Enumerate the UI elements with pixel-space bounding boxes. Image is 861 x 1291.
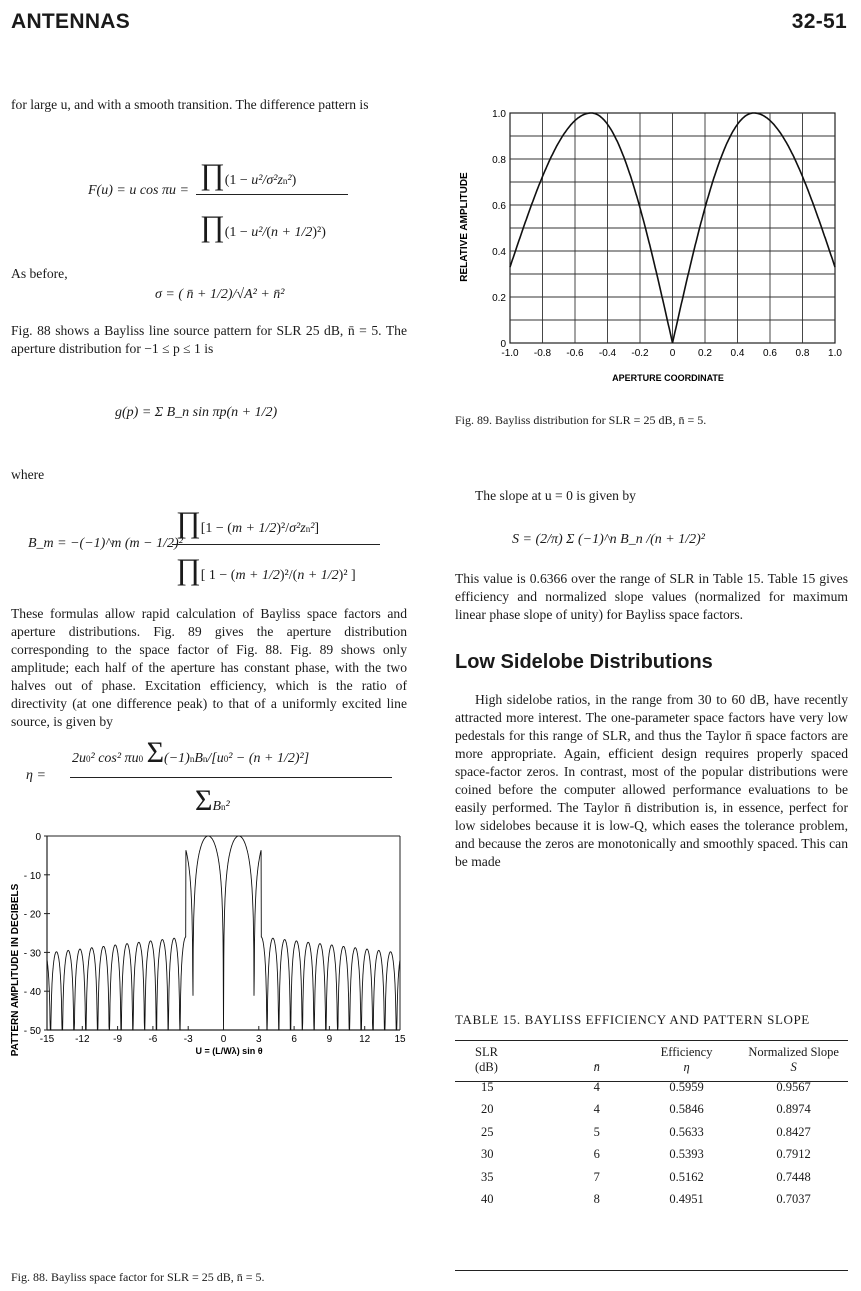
fig88-xtick-label: 3 [256, 1034, 262, 1045]
fig88-ytick-label: - 50 [23, 1026, 41, 1037]
fig89-xtick-label: -1.0 [501, 348, 519, 359]
equation-sigma: σ = ( n̄ + 1/2)/√A² + n̄² [155, 287, 285, 302]
table15-header-rule [455, 1081, 848, 1082]
table-cell: 0.5633 [669, 1124, 704, 1139]
fig88-ytick-label: - 30 [23, 948, 41, 960]
th-slr-unit: (dB) [475, 1060, 498, 1074]
equation-fu-fraction-bar [196, 194, 348, 195]
running-header-section: ANTENNAS [11, 10, 131, 33]
table-cell: 0.4951 [669, 1192, 704, 1207]
table-row [455, 1099, 848, 1122]
fig88-pattern-curve [47, 836, 400, 1030]
fig89-xtick-label: 0 [669, 348, 676, 359]
equation-fu-lhs: F(u) = u cos πu = [88, 183, 189, 198]
left-paragraph-4: where [11, 467, 45, 482]
fig88-xtick-label: -12 [75, 1034, 90, 1045]
left-paragraph-2: As before, [11, 266, 68, 281]
equation-bm-fraction-bar [172, 544, 380, 545]
section-title: Low Sidelobe Distributions [455, 651, 713, 673]
table-cell: 7 [593, 1169, 600, 1184]
table-cell: 0.5959 [669, 1079, 704, 1094]
fig88-ytick-label: - 20 [23, 909, 41, 921]
th-eta: η [683, 1060, 690, 1074]
table-cell: 20 [481, 1102, 494, 1117]
table-cell: 0.5393 [669, 1147, 704, 1162]
table-cell: 40 [481, 1192, 494, 1207]
fig89-xtick-label: 1.0 [828, 348, 842, 359]
table-cell: 0.7037 [776, 1192, 811, 1207]
fig89-ytick-label: 0.6 [492, 201, 506, 212]
page-number: 32-51 [791, 10, 847, 33]
fig89-xtick-label: 0.2 [698, 348, 712, 359]
fig88-ytick-label: 0 [35, 832, 41, 843]
table15-header-row [455, 1044, 848, 1076]
fig88-xtick-label: 9 [326, 1034, 333, 1045]
left-paragraph-1: for large u, and with a smooth transition. The difference pattern is [11, 97, 369, 112]
fig89-xtick-label: -0.2 [631, 348, 649, 359]
table-cell: 0.5162 [669, 1169, 704, 1184]
fig89-xtick-label: -0.8 [533, 348, 552, 359]
fig89-xtick-label: 0.8 [795, 348, 810, 359]
fig88-xtick-label: 12 [359, 1034, 371, 1045]
fig89-ytick-label: 0 [500, 339, 506, 350]
fig88-caption: Fig. 88. Bayliss space factor for SLR = 25 dB, n̄ = 5. [11, 1270, 265, 1284]
equation-bm-denominator: ∏[ 1 − (m + 1/2)²/(n + 1/2)² ] [176, 553, 356, 586]
equation-eta-denominator: ΣBn² [195, 784, 230, 817]
table-row [455, 1166, 848, 1189]
fig89-caption: Fig. 89. Bayliss distribution for SLR = 25 dB, n̄ = 5. [455, 413, 707, 427]
fig89-xlabel: APERTURE COORDINATE [612, 373, 724, 383]
left-paragraph-5: These formulas allow rapid calculation of Bayliss space factors and aperture distributions. Fig. 89 gives the aperture distribution corresponding to the space factor of Fig. 88. Fig. 89 shows only amplitude; each half of the aperture has constant phase, with the two halves out of phase. Excitation efficiency, which is the ratio of directivity (at one difference peak) to that of a uniformly excited line source, is given by [11, 606, 407, 729]
table-cell: 30 [481, 1147, 494, 1162]
table-cell: 0.9567 [776, 1079, 811, 1094]
table-cell: 4 [593, 1079, 600, 1094]
fig89-ylabel: RELATIVE AMPLITUDE [459, 172, 470, 282]
fig88-xtick-label: -15 [39, 1034, 55, 1045]
table-cell: 0.7448 [776, 1169, 811, 1184]
fig89-ytick-label: 1.0 [492, 109, 506, 120]
fig89-xtick-label: 0.6 [763, 348, 777, 359]
fig88-ytick-label: - 10 [23, 870, 41, 882]
table-cell: 0.5846 [669, 1102, 704, 1117]
th-slr: SLR [475, 1045, 498, 1059]
fig89-xtick-label: -0.4 [598, 348, 617, 359]
equation-fu-denominator: ∏(1 − u²/(n + 1/2)²) [200, 210, 326, 243]
right-paragraph-1: The slope at u = 0 is given by [475, 488, 636, 503]
table15 [455, 1044, 848, 1211]
fig89-xtick-label: -0.6 [566, 348, 584, 359]
right-paragraph-2: This value is 0.6366 over the range of SLR in Table 15. Table 15 gives efficiency and normalized slope values (normalized for maximum linear phase slope of unity) for Bayliss space factors. [455, 571, 848, 622]
table-cell: 4 [593, 1102, 600, 1117]
fig88-xlabel: U = (L/Wλ) sin θ [195, 1046, 263, 1056]
right-paragraph-3: High sidelobe ratios, in the range from 30 to 60 dB, have recently attracted more interest. The one-parameter space factors have very low pedestals for this range of SLR, and thus the Taylor n̄ space factors are more appropriate. Again, efficient design requires properly spaced space-factor zeros. In contrast, most of the popular distributions were coined before the computer allowed performance evaluations to be easily performed. The Taylor n̄ distribution is, in essence, perfect for low sidelobes because it is low-Q, which eases the tolerance problem, and because the zeros are monotonically and smoothly spaced. This can be made [455, 692, 848, 869]
fig88-ylabel: PATTERN AMPLITUDE IN DECIBELS [10, 883, 21, 1057]
left-paragraph-3: Fig. 88 shows a Bayliss line source pattern for SLR 25 dB, n̄ = 5. The aperture distribution for −1 ≤ p ≤ 1 is [11, 323, 407, 356]
equation-fu-numerator: ∏(1 − u²/σ²zn²) [200, 158, 297, 191]
fig88-xtick-label: -6 [148, 1034, 158, 1045]
table-row [455, 1189, 848, 1212]
equation-slope: S = (2/π) Σ (−1)^n B_n /(n + 1/2)² [512, 532, 705, 547]
fig89-xtick-label: 0.4 [730, 348, 745, 359]
equation-eta-lhs: η = [26, 768, 46, 783]
table-cell: 6 [593, 1147, 600, 1162]
th-efficiency: Efficiency [660, 1045, 713, 1059]
fig88-xtick-label: 6 [291, 1034, 297, 1045]
table-cell: 5 [593, 1124, 600, 1139]
th-slope: Normalized Slope [748, 1045, 839, 1059]
table-cell: 25 [481, 1124, 494, 1139]
table-row [455, 1144, 848, 1167]
table-row [455, 1076, 848, 1099]
table15-title: TABLE 15. BAYLISS EFFICIENCY AND PATTERN SLOPE [455, 1012, 810, 1027]
equation-bm-lhs: B_m = −(−1)^m (m − 1/2)² [28, 536, 183, 551]
fig89-ytick-label: 0.2 [492, 293, 506, 304]
table-cell: 0.7912 [776, 1147, 811, 1162]
equation-bm-numerator: ∏[1 − (m + 1/2)²/σ²zn²] [176, 506, 320, 539]
figure-89-bayliss-distribution [455, 105, 855, 390]
th-nbar: n̄ [593, 1060, 600, 1074]
table-cell: 15 [481, 1079, 494, 1094]
table-cell: 0.8974 [776, 1102, 811, 1117]
equation-gp: g(p) = Σ B_n sin πp(n + 1/2) [115, 405, 278, 420]
fig88-xtick-label: 15 [394, 1034, 406, 1045]
fig88-xtick-label: 0 [220, 1034, 227, 1045]
table15-top-rule [455, 1040, 848, 1041]
fig88-xtick-label: -9 [113, 1034, 123, 1045]
table-cell: 35 [481, 1169, 494, 1184]
th-s: S [790, 1060, 797, 1074]
equation-eta-fraction-bar [70, 777, 392, 778]
fig89-ytick-label: 0.8 [492, 155, 506, 166]
fig88-ytick-label: - 40 [23, 987, 41, 999]
equation-eta-numerator: 2u0² cos² πu0 Σ(−1)nBn/[u0² − (n + 1/2)²] [72, 736, 310, 769]
table-row [455, 1121, 848, 1144]
figure-88-bayliss-space-factor [0, 830, 420, 1060]
table-cell: 0.8427 [776, 1124, 811, 1139]
table-cell: 8 [593, 1192, 600, 1207]
fig89-ytick-label: 0.4 [492, 247, 506, 258]
fig88-xtick-label: -3 [183, 1034, 193, 1045]
table15-bottom-rule [455, 1270, 848, 1271]
